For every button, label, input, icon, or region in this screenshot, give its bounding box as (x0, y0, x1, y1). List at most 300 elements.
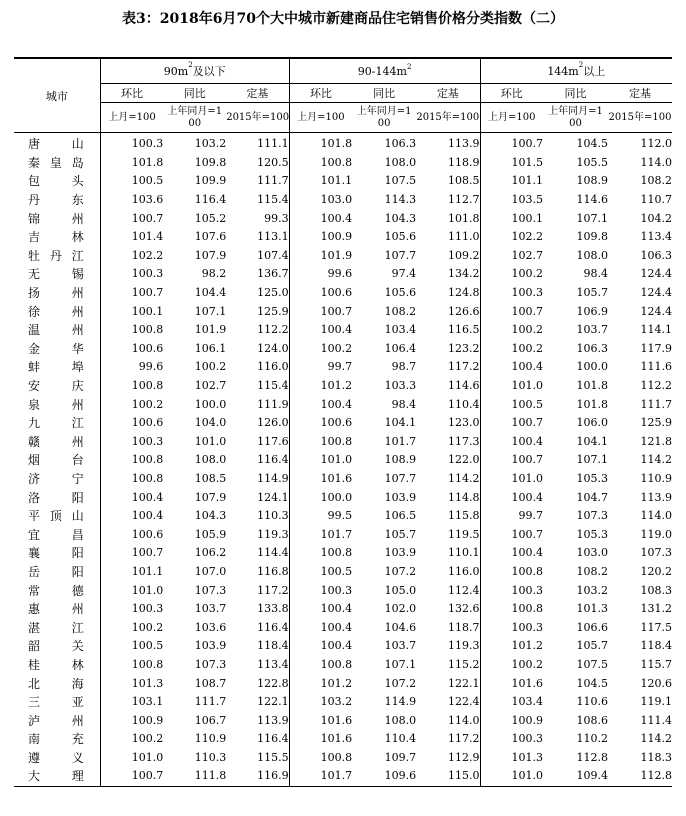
index-value: 104.0 (194, 416, 227, 430)
index-value: 101.0 (480, 767, 543, 786)
city-name: 赣州 (14, 433, 100, 452)
base-last-month: 上月=100 (100, 103, 163, 133)
index-value: 110.1 (448, 546, 480, 560)
index-value: 101.2 (480, 637, 543, 656)
index-value: 100.7 (131, 211, 164, 225)
index-value: 111.0 (448, 230, 480, 244)
index-value: 100.8 (289, 433, 352, 452)
city-name: 无锡 (14, 265, 100, 284)
index-value: 114.1 (640, 323, 672, 337)
index-value: 101.0 (131, 750, 164, 764)
index-value: 103.9 (384, 546, 417, 560)
index-value: 106.6 (576, 620, 608, 634)
index-value: 100.8 (289, 154, 352, 173)
index-value: 103.9 (194, 639, 227, 653)
city-column-header: 城市 (14, 58, 100, 133)
index-value: 101.9 (289, 247, 352, 266)
index-value: 100.4 (289, 321, 352, 340)
index-value: 116.9 (226, 767, 289, 786)
index-value: 99.6 (289, 265, 352, 284)
index-value: 110.4 (448, 397, 480, 411)
index-value: 107.7 (384, 471, 417, 485)
index-value: 101.8 (448, 211, 480, 225)
index-value: 118.9 (448, 155, 480, 169)
index-value: 103.2 (194, 137, 227, 151)
index-value: 111.1 (257, 137, 289, 151)
index-value: 114.0 (448, 713, 480, 727)
base-2015: 2015年=100 (608, 103, 672, 133)
city-name: 北海 (14, 674, 100, 693)
index-value: 118.4 (640, 639, 672, 653)
index-value: 100.8 (131, 657, 164, 671)
index-value: 124.8 (448, 286, 480, 300)
index-value: 110.6 (576, 695, 608, 709)
index-value: 103.7 (194, 602, 227, 616)
index-value: 100.9 (480, 711, 543, 730)
index-value: 125.9 (257, 304, 289, 318)
index-value: 119.1 (640, 695, 672, 709)
city-name: 湛江 (14, 618, 100, 637)
index-value: 111.7 (194, 695, 227, 709)
index-value: 101.3 (576, 602, 608, 616)
table-header (14, 58, 672, 133)
index-value: 100.3 (289, 581, 352, 600)
index-value: 115.0 (416, 767, 480, 786)
index-value: 122.4 (448, 695, 480, 709)
index-value: 120.6 (640, 676, 672, 690)
index-value: 107.2 (384, 676, 417, 690)
index-value: 114.4 (257, 546, 289, 560)
index-value: 105.7 (384, 527, 417, 541)
city-name: 九江 (14, 414, 100, 433)
index-value: 124.1 (257, 490, 289, 504)
index-value: 100.8 (480, 563, 543, 582)
index-value: 116.0 (448, 564, 480, 578)
index-value: 100.3 (480, 618, 543, 637)
city-name: 徐州 (14, 302, 100, 321)
index-value: 104.4 (194, 286, 227, 300)
index-value: 109.8 (576, 230, 608, 244)
index-value: 100.6 (131, 341, 164, 355)
index-value: 114.9 (384, 695, 417, 709)
index-value: 99.5 (289, 507, 352, 526)
index-value: 100.4 (289, 395, 352, 414)
index-value: 115.2 (448, 657, 480, 671)
index-value: 109.8 (194, 155, 227, 169)
index-value: 114.6 (576, 193, 608, 207)
index-value: 113.4 (640, 230, 672, 244)
index-value: 107.3 (194, 583, 227, 597)
index-value: 108.2 (576, 564, 608, 578)
index-value: 122.0 (448, 453, 480, 467)
index-value: 107.9 (194, 248, 227, 262)
index-value: 101.8 (289, 133, 352, 154)
index-value: 104.6 (384, 620, 417, 634)
index-value: 102.0 (384, 602, 417, 616)
index-value: 104.7 (576, 490, 608, 504)
index-value: 106.3 (640, 248, 672, 262)
index-value: 104.1 (576, 434, 608, 448)
index-value: 99.3 (264, 211, 289, 225)
index-value: 103.1 (131, 695, 164, 709)
table-row (14, 302, 672, 321)
index-value: 119.5 (448, 527, 480, 541)
base-same-month-last-year: 上年同月=100 (352, 103, 416, 133)
index-value: 105.0 (384, 583, 417, 597)
index-value: 100.7 (480, 302, 543, 321)
index-value: 99.7 (480, 507, 543, 526)
index-value: 116.4 (194, 193, 227, 207)
index-value: 104.1 (384, 416, 417, 430)
index-value: 109.9 (194, 174, 227, 188)
index-value: 106.0 (576, 416, 608, 430)
index-value: 100.6 (131, 416, 164, 430)
group-header-small: $90m^2$及以下 (100, 58, 289, 84)
index-value: 110.7 (640, 193, 672, 207)
table-row (14, 340, 672, 359)
index-value: 103.6 (131, 193, 164, 207)
index-value: 102.2 (131, 248, 164, 262)
subheader-fixed-base: 定基 (608, 84, 672, 103)
index-value: 104.3 (384, 211, 417, 225)
index-value: 100.3 (480, 581, 543, 600)
index-value: 103.7 (576, 323, 608, 337)
subheader-yoy: 同比 (352, 84, 416, 103)
index-value: 100.6 (289, 284, 352, 303)
base-row (14, 103, 672, 133)
index-value: 108.2 (640, 174, 672, 188)
index-value: 100.4 (131, 509, 164, 523)
index-value: 101.3 (480, 749, 543, 768)
index-value: 114.8 (448, 490, 480, 504)
table-row (14, 544, 672, 563)
index-value: 106.9 (576, 304, 608, 318)
index-value: 104.3 (194, 509, 227, 523)
city-name: 牡丹江 (14, 247, 100, 266)
table-row (14, 172, 672, 191)
base-last-month: 上月=100 (289, 103, 352, 133)
index-value: 107.5 (384, 174, 417, 188)
index-value: 100.2 (480, 656, 543, 675)
index-value: 100.0 (194, 397, 227, 411)
index-value: 116.4 (257, 620, 289, 634)
index-value: 113.9 (257, 713, 289, 727)
table-row (14, 358, 672, 377)
city-name: 秦皇岛 (14, 154, 100, 173)
index-value: 119.3 (257, 527, 289, 541)
index-value: 106.3 (576, 341, 608, 355)
index-value: 115.4 (257, 193, 289, 207)
index-value: 105.6 (384, 286, 417, 300)
index-value: 106.3 (384, 137, 417, 151)
index-value: 105.6 (384, 230, 417, 244)
table-body (14, 133, 672, 787)
index-value: 115.5 (257, 750, 289, 764)
index-value: 100.4 (289, 618, 352, 637)
index-value: 134.2 (448, 267, 480, 281)
index-value: 110.2 (576, 732, 608, 746)
index-value: 109.7 (384, 750, 417, 764)
base-same-month-last-year: 上年同月=100 (543, 103, 608, 133)
subheader-yoy: 同比 (543, 84, 608, 103)
index-value: 100.7 (480, 133, 543, 154)
base-same-month-last-year: 上年同月=100 (163, 103, 226, 133)
index-value: 114.2 (640, 453, 672, 467)
city-name: 泉州 (14, 395, 100, 414)
index-value: 101.2 (289, 674, 352, 693)
city-name: 吉林 (14, 228, 100, 247)
city-name: 唐山 (14, 133, 100, 154)
table-row (14, 377, 672, 396)
index-value: 103.4 (384, 323, 417, 337)
index-value: 110.3 (257, 509, 289, 523)
index-value: 122.8 (257, 676, 289, 690)
city-name: 济宁 (14, 470, 100, 489)
index-value: 100.1 (131, 304, 164, 318)
table-row (14, 414, 672, 433)
index-value: 117.2 (448, 732, 480, 746)
index-value: 123.0 (448, 416, 480, 430)
city-name: 韶关 (14, 637, 100, 656)
city-name: 扬州 (14, 284, 100, 303)
index-value: 108.5 (194, 471, 227, 485)
table-row (14, 749, 672, 768)
table-row (14, 154, 672, 173)
index-value: 108.9 (384, 453, 417, 467)
index-value: 124.4 (640, 286, 672, 300)
index-value: 102.7 (194, 379, 227, 393)
index-value: 101.8 (576, 397, 608, 411)
index-value: 100.2 (480, 265, 543, 284)
index-value: 100.2 (194, 360, 227, 374)
index-value: 101.6 (289, 730, 352, 749)
index-value: 112.0 (640, 137, 672, 151)
index-value: 108.7 (194, 676, 227, 690)
table-row (14, 581, 672, 600)
index-value: 106.1 (194, 341, 227, 355)
index-value: 112.2 (640, 379, 672, 393)
index-value: 114.9 (257, 471, 289, 485)
city-name: 包头 (14, 172, 100, 191)
index-value: 110.4 (384, 732, 417, 746)
subheader-row (14, 84, 672, 103)
index-value: 100.3 (131, 267, 164, 281)
index-value: 101.6 (480, 674, 543, 693)
index-value: 114.6 (448, 379, 480, 393)
index-value: 100.4 (480, 488, 543, 507)
base-last-month: 上月=100 (480, 103, 543, 133)
index-value: 107.1 (194, 304, 227, 318)
subheader-fixed-base: 定基 (226, 84, 289, 103)
table-row (14, 451, 672, 470)
index-value: 101.7 (384, 434, 417, 448)
index-value: 108.0 (384, 155, 417, 169)
index-value: 105.2 (194, 211, 227, 225)
table-row (14, 284, 672, 303)
index-value: 100.5 (131, 639, 164, 653)
table-title: 表3：2018年6月70个大中城市新建商品住宅销售价格分类指数（二） (122, 11, 564, 27)
index-value: 103.7 (384, 639, 417, 653)
index-value: 116.4 (257, 453, 289, 467)
index-value: 108.0 (384, 713, 417, 727)
index-value: 100.2 (289, 340, 352, 359)
index-value: 117.2 (257, 583, 289, 597)
table-row (14, 600, 672, 619)
index-value: 100.3 (131, 602, 164, 616)
index-value: 100.3 (480, 284, 543, 303)
index-value: 104.5 (576, 676, 608, 690)
index-value: 113.1 (257, 230, 289, 244)
index-value: 100.8 (131, 471, 164, 485)
city-name: 襄阳 (14, 544, 100, 563)
index-value: 108.0 (576, 248, 608, 262)
index-value: 100.9 (131, 713, 164, 727)
index-value: 101.4 (131, 230, 164, 244)
city-name: 岳阳 (14, 563, 100, 582)
index-value: 100.7 (131, 546, 164, 560)
city-name: 大理 (14, 767, 100, 786)
index-value: 101.1 (131, 564, 164, 578)
city-name: 丹东 (14, 191, 100, 210)
index-value: 105.5 (576, 155, 608, 169)
index-value: 117.9 (640, 341, 672, 355)
index-value: 105.7 (576, 639, 608, 653)
index-value: 100.3 (131, 137, 164, 151)
index-value: 100.2 (131, 732, 164, 746)
city-name: 南充 (14, 730, 100, 749)
index-value: 120.5 (257, 155, 289, 169)
index-value: 107.0 (194, 564, 227, 578)
subheader-yoy: 同比 (163, 84, 226, 103)
index-value: 114.3 (384, 193, 417, 207)
index-value: 107.9 (194, 490, 227, 504)
index-value: 131.2 (640, 602, 672, 616)
city-name: 烟台 (14, 451, 100, 470)
index-value: 100.6 (289, 414, 352, 433)
index-value: 117.2 (448, 360, 480, 374)
table-row (14, 674, 672, 693)
city-name: 泸州 (14, 711, 100, 730)
index-value: 104.5 (576, 137, 608, 151)
index-value: 108.5 (448, 174, 480, 188)
index-value: 100.9 (289, 228, 352, 247)
index-value: 101.7 (289, 767, 352, 786)
index-value: 101.5 (480, 154, 543, 173)
index-value: 101.2 (289, 377, 352, 396)
index-value: 107.1 (384, 657, 417, 671)
index-value: 100.4 (289, 637, 352, 656)
index-value: 101.0 (131, 583, 164, 597)
index-value: 111.9 (257, 397, 289, 411)
group-header-medium: $90-144m^2$ (289, 58, 480, 84)
index-value: 106.4 (384, 341, 417, 355)
city-name: 金华 (14, 340, 100, 359)
index-value: 101.6 (289, 470, 352, 489)
index-value: 124.0 (257, 341, 289, 355)
index-value: 107.1 (576, 211, 608, 225)
table-row (14, 433, 672, 452)
city-name: 常德 (14, 581, 100, 600)
index-value: 111.7 (257, 174, 289, 188)
index-value: 124.4 (640, 267, 672, 281)
index-value: 118.7 (448, 620, 480, 634)
index-value: 120.2 (640, 564, 672, 578)
table-row (14, 525, 672, 544)
index-value: 124.4 (640, 304, 672, 318)
index-value: 125.0 (257, 286, 289, 300)
index-value: 112.4 (448, 583, 480, 597)
index-value: 132.6 (448, 602, 480, 616)
index-value: 108.3 (640, 583, 672, 597)
index-value: 106.2 (194, 546, 227, 560)
index-value: 125.9 (640, 416, 672, 430)
index-value: 100.8 (289, 749, 352, 768)
city-name: 洛阳 (14, 488, 100, 507)
table-row (14, 637, 672, 656)
index-value: 107.7 (384, 248, 417, 262)
index-value: 100.8 (480, 600, 543, 619)
index-value: 109.6 (352, 767, 416, 786)
index-value: 100.1 (480, 209, 543, 228)
index-value: 101.8 (576, 379, 608, 393)
index-value: 110.3 (194, 750, 227, 764)
table-row (14, 228, 672, 247)
index-value: 101.9 (194, 323, 227, 337)
index-value: 102.2 (480, 228, 543, 247)
group-header-large: $144m^2$以上 (480, 58, 672, 84)
index-value: 107.3 (194, 657, 227, 671)
index-value: 100.8 (131, 379, 164, 393)
index-value: 100.8 (289, 656, 352, 675)
table-row (14, 730, 672, 749)
index-value: 123.2 (448, 341, 480, 355)
index-value: 101.1 (480, 172, 543, 191)
index-value: 100.4 (289, 600, 352, 619)
index-value: 107.5 (576, 657, 608, 671)
index-value: 100.0 (576, 360, 608, 374)
table-row (14, 767, 672, 786)
index-value: 119.0 (640, 527, 672, 541)
index-value: 100.0 (289, 488, 352, 507)
index-value: 109.4 (543, 767, 608, 786)
index-value: 112.8 (608, 767, 672, 786)
city-name: 平顶山 (14, 507, 100, 526)
index-value: 108.0 (194, 453, 227, 467)
index-value: 98.7 (391, 360, 417, 374)
index-value: 100.5 (131, 174, 164, 188)
index-value: 98.2 (201, 267, 227, 281)
index-value: 107.3 (576, 509, 608, 523)
index-value: 114.0 (640, 155, 672, 169)
index-value: 114.2 (640, 732, 672, 746)
index-value: 112.9 (448, 750, 480, 764)
index-value: 115.8 (448, 509, 480, 523)
table-row (14, 247, 672, 266)
index-value: 121.8 (640, 434, 672, 448)
index-value: 100.4 (480, 544, 543, 563)
index-value: 113.9 (640, 490, 672, 504)
index-value: 100.8 (289, 544, 352, 563)
index-value: 101.3 (131, 676, 164, 690)
index-value: 98.4 (583, 267, 608, 281)
index-value: 100.8 (131, 323, 164, 337)
index-value: 101.8 (131, 155, 164, 169)
index-value: 100.2 (480, 321, 543, 340)
index-value: 106.5 (384, 509, 417, 523)
index-value: 115.4 (257, 379, 289, 393)
index-value: 105.7 (576, 286, 608, 300)
index-value: 115.7 (640, 657, 672, 671)
